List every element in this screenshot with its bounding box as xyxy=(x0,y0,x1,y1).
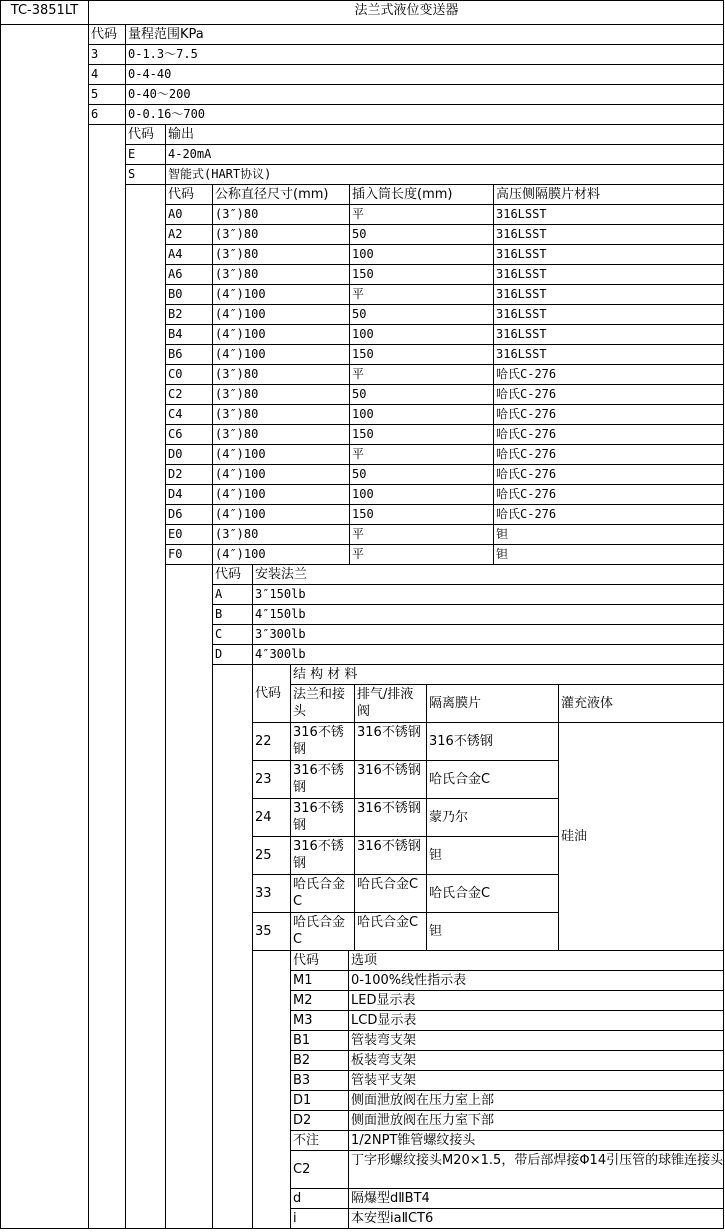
structure-vent-material: 316不锈钢 xyxy=(354,798,426,836)
option-value: 丁字形螺纹接头M20×1.5，带后部焊接Φ14引压管的球锥连接头 xyxy=(348,1150,724,1188)
diaphragm-size: (3″)80 xyxy=(212,384,349,404)
diaphragm-length: 平 xyxy=(349,444,493,464)
diaphragm-material: 316LSST xyxy=(493,304,724,324)
flange-value: 3″300lb xyxy=(252,624,724,644)
diaphragm-code: B4 xyxy=(165,324,212,344)
output-spacer-column xyxy=(125,184,165,1229)
diaphragm-code: B6 xyxy=(165,344,212,364)
diaphragm-size: (3″)80 xyxy=(212,424,349,444)
flange-value: 4″150lb xyxy=(252,604,724,624)
diaphragm-code: D0 xyxy=(165,444,212,464)
diaphragm-size: (4″)100 xyxy=(212,444,349,464)
diaphragm-size-header: 公称直径尺寸(mm) xyxy=(212,184,349,204)
structure-flange-material: 316不锈钢 xyxy=(290,836,354,874)
option-code: C2 xyxy=(290,1150,348,1188)
diaphragm-length: 平 xyxy=(349,524,493,544)
diaphragm-material: 哈氏C-276 xyxy=(493,404,724,424)
output-code: S xyxy=(125,164,165,184)
diaphragm-length: 平 xyxy=(349,284,493,304)
diaphragm-material: 316LSST xyxy=(493,344,724,364)
model-number: TC-3851LT xyxy=(10,3,79,18)
option-value: 0-100%线性指示表 xyxy=(348,970,724,990)
structure-vent-material: 哈氏合金C xyxy=(354,874,426,912)
diaphragm-size: (4″)100 xyxy=(212,464,349,484)
diaphragm-size: (4″)100 xyxy=(212,344,349,364)
diaphragm-code: A0 xyxy=(165,204,212,224)
diaphragm-size: (3″)80 xyxy=(212,364,349,384)
structure-spacer-column xyxy=(252,950,290,1229)
output-value: 智能式(HART协议) xyxy=(165,164,724,184)
flange-code: B xyxy=(212,604,252,624)
diaphragm-length: 150 xyxy=(349,424,493,444)
structure-vent-material: 316不锈钢 xyxy=(354,836,426,874)
flange-value: 3″150lb xyxy=(252,584,724,604)
diaphragm-size: (4″)100 xyxy=(212,304,349,324)
diaphragm-size: (4″)100 xyxy=(212,544,349,564)
structure-isolation-material: 蒙乃尔 xyxy=(426,798,558,836)
option-value: 管装平支架 xyxy=(348,1070,724,1090)
diaphragm-length: 100 xyxy=(349,244,493,264)
option-code: M1 xyxy=(290,970,348,990)
option-code: D2 xyxy=(290,1110,348,1130)
option-code: B2 xyxy=(290,1050,348,1070)
structure-fill-header: 灌充液体 xyxy=(558,684,724,722)
range-code: 6 xyxy=(88,104,125,124)
structure-code: 35 xyxy=(252,912,290,950)
flange-spacer-column xyxy=(212,664,252,1229)
diaphragm-code-header: 代码 xyxy=(165,184,212,204)
structure-flange-material: 316不锈钢 xyxy=(290,798,354,836)
diaphragm-code: D2 xyxy=(165,464,212,484)
diaphragm-code: B2 xyxy=(165,304,212,324)
diaphragm-length: 100 xyxy=(349,324,493,344)
diaphragm-code: C6 xyxy=(165,424,212,444)
range-spacer-column xyxy=(88,124,125,1229)
option-value: 侧面泄放阀在压力室上部 xyxy=(348,1090,724,1110)
diaphragm-material: 哈氏C-276 xyxy=(493,364,724,384)
diaphragm-spacer-column xyxy=(165,564,212,1229)
structure-isolation-material: 钽 xyxy=(426,836,558,874)
diaphragm-material: 316LSST xyxy=(493,244,724,264)
option-code: 不注 xyxy=(290,1130,348,1150)
option-code: B1 xyxy=(290,1030,348,1050)
structure-isolation-material: 哈氏合金C xyxy=(426,760,558,798)
diaphragm-size: (3″)80 xyxy=(212,264,349,284)
range-code-header: 代码 xyxy=(88,24,125,44)
options-code-header: 代码 xyxy=(290,950,348,970)
diaphragm-size: (4″)100 xyxy=(212,284,349,304)
option-code: d xyxy=(290,1188,348,1208)
range-code: 4 xyxy=(88,64,125,84)
option-value: 板装弯支架 xyxy=(348,1050,724,1070)
structure-vent-header: 排气/排液阀 xyxy=(354,684,426,722)
diaphragm-material: 316LSST xyxy=(493,204,724,224)
diaphragm-length: 平 xyxy=(349,364,493,384)
range-value: 0-4-40 xyxy=(125,64,724,84)
structure-flange-header: 法兰和接头 xyxy=(290,684,354,722)
diaphragm-size: (3″)80 xyxy=(212,404,349,424)
structure-code: 33 xyxy=(252,874,290,912)
flange-code: A xyxy=(212,584,252,604)
structure-vent-material: 哈氏合金C xyxy=(354,912,426,950)
diaphragm-material: 哈氏C-276 xyxy=(493,504,724,524)
diaphragm-length: 50 xyxy=(349,464,493,484)
diaphragm-code: B0 xyxy=(165,284,212,304)
diaphragm-material: 哈氏C-276 xyxy=(493,464,724,484)
title-cell xyxy=(88,0,724,24)
range-value: 0-0.16～700 xyxy=(125,104,724,124)
structure-isolation-material: 哈氏合金C xyxy=(426,874,558,912)
diaphragm-code: A4 xyxy=(165,244,212,264)
diaphragm-material-header: 高压侧隔膜片材料 xyxy=(493,184,724,204)
option-code: M3 xyxy=(290,1010,348,1030)
diaphragm-code: C4 xyxy=(165,404,212,424)
diaphragm-length: 50 xyxy=(349,224,493,244)
option-value: 隔爆型dⅡBT4 xyxy=(348,1188,724,1208)
diaphragm-length: 150 xyxy=(349,264,493,284)
structure-flange-material: 316不锈钢 xyxy=(290,760,354,798)
range-value: 0-1.3～7.5 xyxy=(125,44,724,64)
structure-isolation-material: 316不锈钢 xyxy=(426,722,558,760)
diaphragm-code: A6 xyxy=(165,264,212,284)
structure-vent-material: 316不锈钢 xyxy=(354,760,426,798)
structure-code: 23 xyxy=(252,760,290,798)
structure-code: 24 xyxy=(252,798,290,836)
diaphragm-size: (3″)80 xyxy=(212,524,349,544)
structure-flange-material: 316不锈钢 xyxy=(290,722,354,760)
structure-fill-value: 硅油 xyxy=(558,722,724,950)
diaphragm-size: (4″)100 xyxy=(212,484,349,504)
structure-isolation-header: 隔离膜片 xyxy=(426,684,558,722)
diaphragm-length: 150 xyxy=(349,504,493,524)
option-value: LCD显示表 xyxy=(348,1010,724,1030)
option-code: B3 xyxy=(290,1070,348,1090)
diaphragm-size: (3″)80 xyxy=(212,224,349,244)
output-code-header: 代码 xyxy=(125,124,165,144)
diaphragm-length: 50 xyxy=(349,304,493,324)
range-header: 量程范围KPa xyxy=(125,24,724,44)
option-code: M2 xyxy=(290,990,348,1010)
output-value: 4-20mA xyxy=(165,144,724,164)
diaphragm-size: (3″)80 xyxy=(212,244,349,264)
diaphragm-material: 钽 xyxy=(493,544,724,564)
range-value: 0-40～200 xyxy=(125,84,724,104)
diaphragm-material: 哈氏C-276 xyxy=(493,424,724,444)
diaphragm-material: 哈氏C-276 xyxy=(493,384,724,404)
structure-vent-material: 316不锈钢 xyxy=(354,722,426,760)
diaphragm-length: 100 xyxy=(349,484,493,504)
flange-header: 安装法兰 xyxy=(252,564,724,584)
diaphragm-length: 50 xyxy=(349,384,493,404)
option-value: 侧面泄放阀在压力室下部 xyxy=(348,1110,724,1130)
flange-value: 4″300lb xyxy=(252,644,724,664)
diaphragm-code: F0 xyxy=(165,544,212,564)
diaphragm-length-header: 插入筒长度(mm) xyxy=(349,184,493,204)
diaphragm-code: D4 xyxy=(165,484,212,504)
structure-group-header: 结 构 材 料 xyxy=(290,664,724,684)
option-value: LED显示表 xyxy=(348,990,724,1010)
option-value: 管装弯支架 xyxy=(348,1030,724,1050)
flange-code-header: 代码 xyxy=(212,564,252,584)
diaphragm-material: 哈氏C-276 xyxy=(493,484,724,504)
structure-code: 25 xyxy=(252,836,290,874)
range-code: 3 xyxy=(88,44,125,64)
option-value: 1/2NPT锥管螺纹接头 xyxy=(348,1130,724,1150)
diaphragm-material: 哈氏C-276 xyxy=(493,444,724,464)
structure-code: 22 xyxy=(252,722,290,760)
diaphragm-code: D6 xyxy=(165,504,212,524)
diaphragm-size: (4″)100 xyxy=(212,324,349,344)
structure-isolation-material: 钽 xyxy=(426,912,558,950)
diaphragm-material: 316LSST xyxy=(493,284,724,304)
diaphragm-size: (3″)80 xyxy=(212,204,349,224)
option-value: 本安型iaⅡCT6 xyxy=(348,1208,724,1228)
diaphragm-code: E0 xyxy=(165,524,212,544)
model-cell xyxy=(0,0,88,24)
diaphragm-code: A2 xyxy=(165,224,212,244)
diaphragm-length: 150 xyxy=(349,344,493,364)
structure-code-header: 代码 xyxy=(252,664,290,722)
options-header: 选项 xyxy=(348,950,724,970)
range-code: 5 xyxy=(88,84,125,104)
structure-flange-material: 哈氏合金C xyxy=(290,912,354,950)
option-code: i xyxy=(290,1208,348,1228)
flange-code: C xyxy=(212,624,252,644)
output-header: 输出 xyxy=(165,124,724,144)
diaphragm-material: 316LSST xyxy=(493,324,724,344)
diaphragm-size: (4″)100 xyxy=(212,504,349,524)
diaphragm-material: 钽 xyxy=(493,524,724,544)
output-code: E xyxy=(125,144,165,164)
page-title: 法兰式液位变送器 xyxy=(354,3,459,18)
diaphragm-code: C2 xyxy=(165,384,212,404)
structure-flange-material: 哈氏合金C xyxy=(290,874,354,912)
option-code: D1 xyxy=(290,1090,348,1110)
diaphragm-material: 316LSST xyxy=(493,224,724,244)
diaphragm-length: 平 xyxy=(349,544,493,564)
flange-code: D xyxy=(212,644,252,664)
model-column xyxy=(0,24,88,1229)
diaphragm-material: 316LSST xyxy=(493,264,724,284)
diaphragm-length: 100 xyxy=(349,404,493,424)
diaphragm-length: 平 xyxy=(349,204,493,224)
diaphragm-code: C0 xyxy=(165,364,212,384)
